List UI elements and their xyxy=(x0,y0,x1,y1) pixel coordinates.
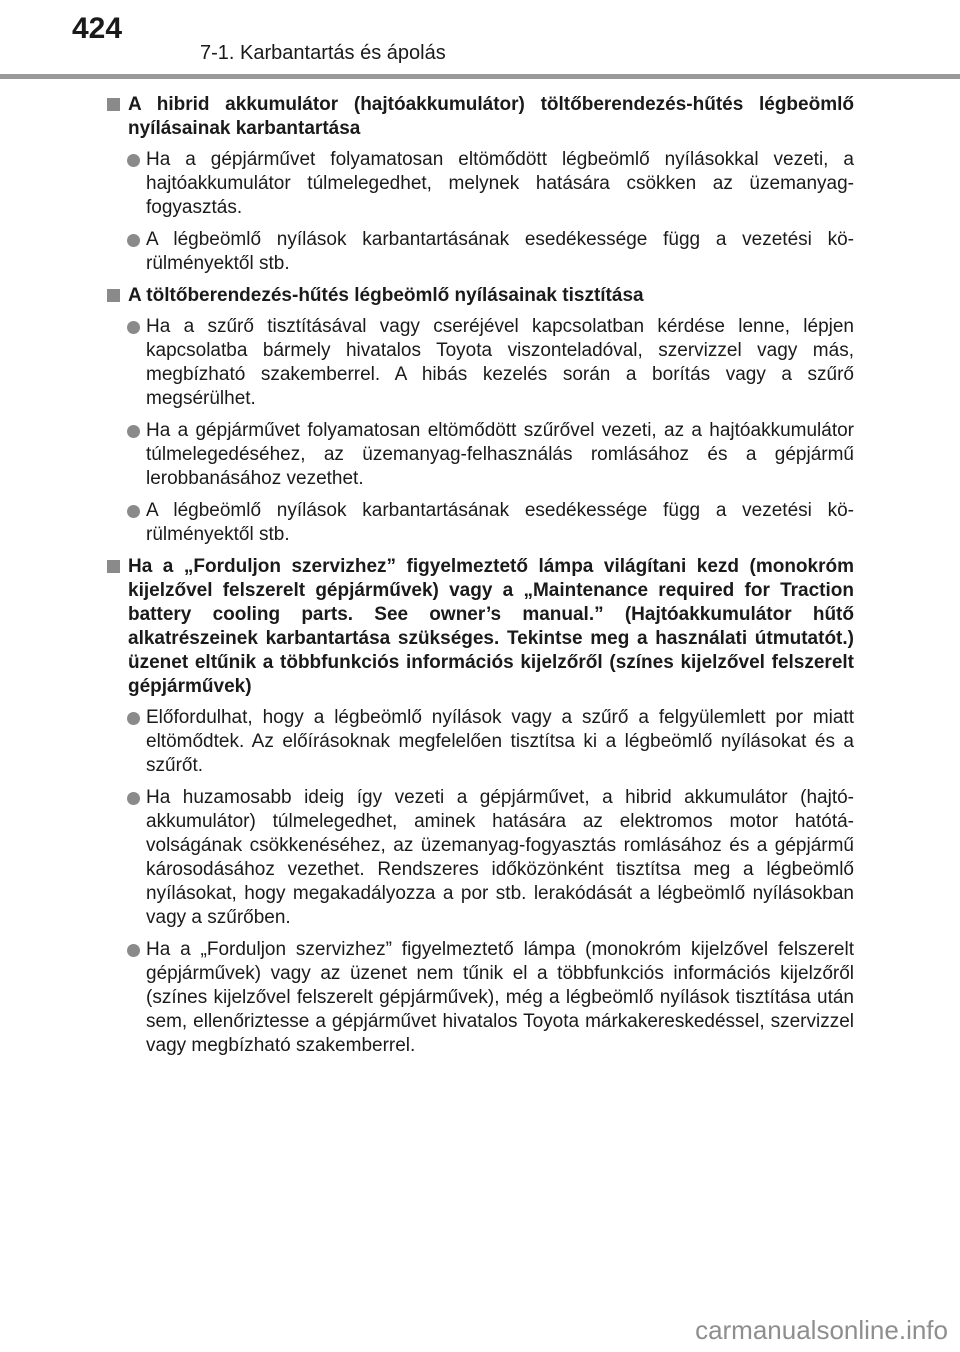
section-intake-cleaning xyxy=(106,284,854,547)
chapter-title: 7-1. Karbantartás és ápolás xyxy=(200,42,446,64)
section-heading xyxy=(106,555,854,699)
section-heading xyxy=(106,284,854,308)
section-heading xyxy=(106,93,854,141)
square-bullet-icon xyxy=(107,98,120,111)
heading-text: Ha a „Forduljon szervizhez” figyelmeztető lámpa világítani kezd (monokróm kijelzővel felszerelt gépjárművek) vagy a „Maintenance required for Traction battery cooling parts. See owner’s manual.” (Hajtóakkumulátor hűtő alkatrészeinek karbantartása szükséges. Tekintse meg a használati útmutatót.) üzenet eltűnik a többfunkciós információs kijelzőről (színes kijelzővel felszerelt gépjárművek) xyxy=(128,556,854,697)
bullet-text: Ha huzamosabb ideig így vezeti a gépjárművet, a hibrid akkumulátor (hajtóakkumulátor) túlmelegedhet, aminek hatására az elektromos motor hatótávolságának csökkenéséhez, az üzemanyag-fogyasztás romlásához és a gépjármű károsodásához vezethet. Rendszeres időközönként tisztítsa meg a légbeömlő nyílásokat, hogy megakadályozza a por stb. lerakódását a légbeömlő nyílásokban vagy a szűrőben. xyxy=(146,787,854,928)
bullet-item xyxy=(106,706,854,778)
bullet-text: Ha a szűrő tisztításával vagy cseréjével kapcsolatban kérdése lenne, lépjen kapcsolatba bármely hivatalos Toyota viszonteladóval, szervizzel vagy más, megbízható szakemberrel. A hibás kezelés során a borítás vagy a szűrő megsérülhet. xyxy=(146,316,854,409)
bullet-item xyxy=(106,148,854,220)
bullet-text: Ha a gépjárművet folyamatosan eltömődött légbeömlő nyílásokkal vezeti, a hajtóakkumulátor túlmelegedhet, melynek hatására csökken az üzemanyag-fogyasztás. xyxy=(146,149,854,218)
circle-bullet-icon xyxy=(127,944,140,957)
circle-bullet-icon xyxy=(127,792,140,805)
page-number: 424 xyxy=(72,12,123,45)
heading-text: A hibrid akkumulátor (hajtóakkumulátor) töltőberendezés-hűtés légbeömlő nyílásainak karbantartása xyxy=(128,94,854,139)
heading-text: A töltőberendezés-hűtés légbeömlő nyílásainak tisztítása xyxy=(128,285,644,306)
bullet-text: Előfordulhat, hogy a légbeömlő nyílások vagy a szűrő a felgyülemlett por miatt eltömődtek. Az előírásoknak megfelelően tisztítsa ki a légbeömlő nyílásokat és a szűrőt. xyxy=(146,707,854,776)
bullet-text: A légbeömlő nyílások karbantartásának esedékessége függ a vezetési körülményektől stb. xyxy=(146,500,854,545)
bullet-item xyxy=(106,499,854,547)
circle-bullet-icon xyxy=(127,321,140,334)
watermark: carmanualsonline.info xyxy=(695,1315,948,1345)
circle-bullet-icon xyxy=(127,712,140,725)
section-hybrid-battery-intake-maintenance xyxy=(106,93,854,276)
bullet-item xyxy=(106,315,854,411)
bullet-item xyxy=(106,938,854,1058)
bullet-text: A légbeömlő nyílások karbantartásának esedékessége függ a vezetési körülményektől stb. xyxy=(146,229,854,274)
page-header xyxy=(0,0,960,80)
square-bullet-icon xyxy=(107,289,120,302)
bullet-item xyxy=(106,228,854,276)
circle-bullet-icon xyxy=(127,425,140,438)
circle-bullet-icon xyxy=(127,505,140,518)
bullet-text: Ha a gépjárművet folyamatosan eltömődött szűrővel vezeti, az a hajtóakkumulátor túlmelegedéséhez, az üzemanyag-felhasználás romlásához és a gépjármű lerobbanásához vezethet. xyxy=(146,420,854,489)
section-service-warning xyxy=(106,555,854,1058)
page-content xyxy=(106,93,854,1066)
bullet-item xyxy=(106,419,854,491)
bullet-text: Ha a „Forduljon szervizhez” figyelmeztető lámpa (monokróm kijelzővel felszerelt gépjárművek) vagy az üzenet nem tűnik el a többfunkciós információs kijelzőről (színes kijelzővel felszerelt gépjárművek), még a légbeömlő nyílások tisztítása után sem, ellenőriztesse a gépjárművet hivatalos Toyota márkakereskedéssel, szervizzel vagy megbízható szakemberrel. xyxy=(146,939,854,1056)
circle-bullet-icon xyxy=(127,234,140,247)
bullet-item xyxy=(106,786,854,930)
square-bullet-icon xyxy=(107,560,120,573)
circle-bullet-icon xyxy=(127,154,140,167)
header-rule xyxy=(0,74,960,79)
